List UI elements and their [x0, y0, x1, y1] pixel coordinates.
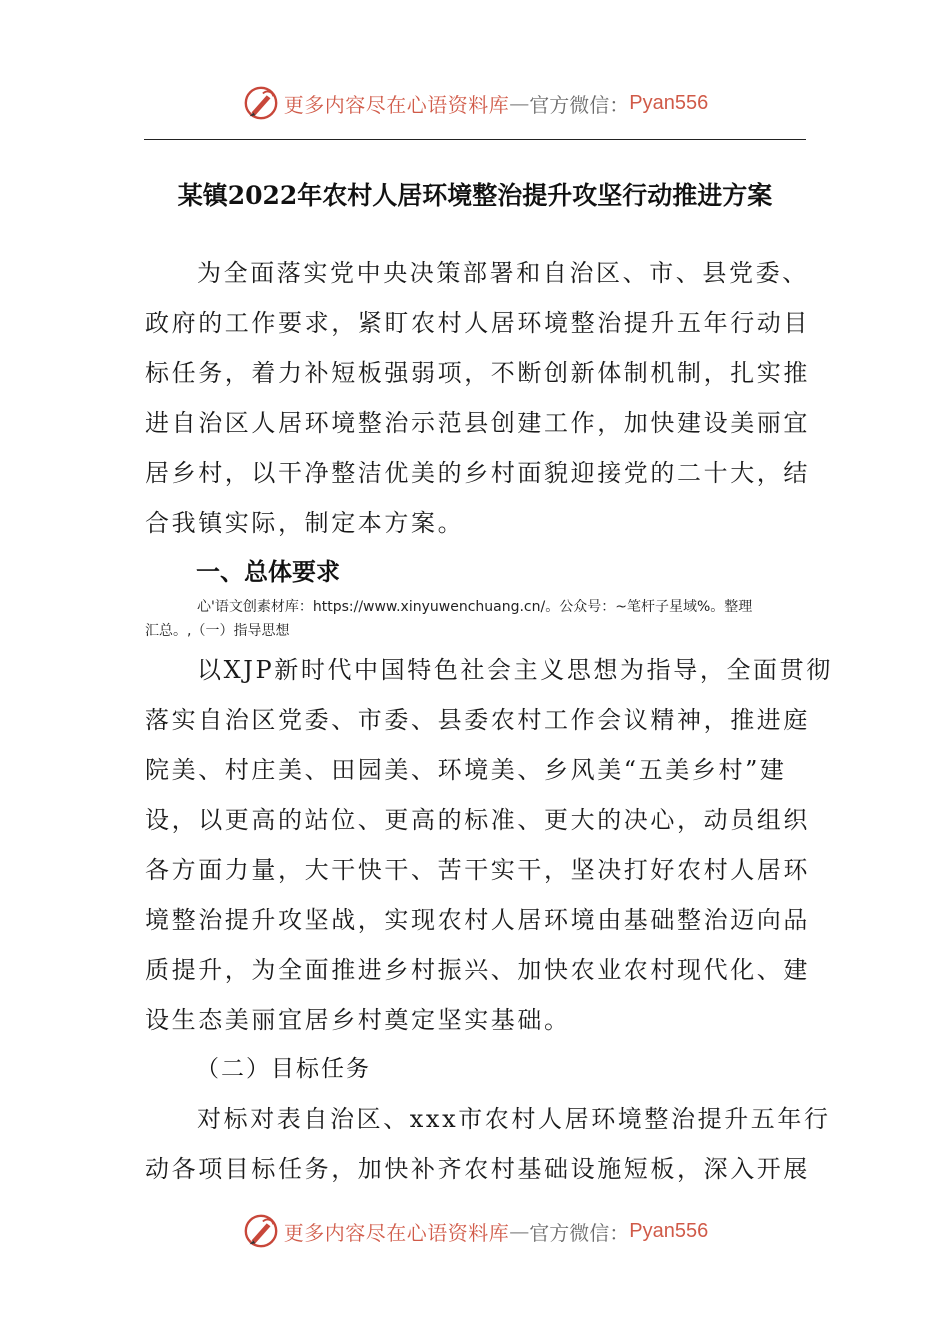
source-note	[145, 595, 810, 643]
intro-paragraph	[145, 248, 810, 548]
banner-label: 官方微信：	[529, 92, 630, 117]
text-line: 设生态美丽宜居乡村奠定坚实基础。	[145, 1006, 571, 1034]
text-line: 落实自治区党委、市委、县委农村工作会议精神，推进庭	[145, 706, 810, 734]
guiding-paragraph	[145, 645, 833, 1045]
pen-logo-icon	[242, 84, 280, 122]
pen-logo-icon	[242, 1212, 280, 1250]
header-banner	[0, 78, 950, 128]
text-line: 境整治提升攻坚战，实现农村人居环境由基础整治迈向品	[145, 906, 810, 934]
text-line: 以XJP新时代中国特色社会主义思想为指导，全面贯彻	[197, 656, 833, 684]
text-line: 各方面力量，大干快干、苦干实干，坚决打好农村人居环	[145, 856, 810, 884]
section-heading-targets: （二）目标任务	[196, 1056, 371, 1082]
text-line: 设，以更高的站位、更高的标准、更大的决心，动员组织	[145, 806, 810, 834]
banner-separator: —	[509, 1219, 530, 1243]
section-heading-overall: 一、总体要求	[196, 558, 340, 586]
banner-handle: Pyan556	[629, 1219, 709, 1242]
text-line: 进自治区人居环境整治示范县创建工作，加快建设美丽宜	[145, 409, 810, 437]
header-divider	[144, 139, 806, 140]
banner-handle: Pyan556	[629, 91, 709, 114]
banner-text: 更多内容尽在心语资料库	[283, 92, 510, 117]
text-line: 政府的工作要求，紧盯农村人居环境整治提升五年行动目	[145, 309, 810, 337]
note-line: 汇总。,（一）指导思想	[145, 623, 290, 639]
target-paragraph	[145, 1094, 831, 1194]
text-line: 院美、村庄美、田园美、环境美、乡风美“五美乡村”建	[145, 756, 787, 784]
banner-text: 更多内容尽在心语资料库	[283, 1220, 510, 1245]
text-line: 动各项目标任务，加快补齐农村基础设施短板，深入开展	[145, 1155, 810, 1183]
text-line: 合我镇实际，制定本方案。	[145, 509, 465, 537]
document-title: 某镇2022年农村人居环境整治提升攻坚行动推进方案	[177, 181, 773, 210]
text-line: 质提升，为全面推进乡村振兴、加快农业农村现代化、建	[145, 956, 810, 984]
banner-label: 官方微信：	[529, 1220, 630, 1245]
banner-separator: —	[509, 91, 530, 115]
text-line: 标任务，着力补短板强弱项，不断创新体制机制，扎实推	[145, 359, 810, 387]
text-line: 为全面落实党中央决策部署和自治区、市、县党委、	[197, 259, 809, 287]
text-line: 对标对表自治区、xxx市农村人居环境整治提升五年行	[197, 1105, 831, 1133]
footer-banner	[0, 1206, 950, 1256]
note-line: 心'语文创素材库：https://www.xinyuwenchuang.cn/。公众号：~笔杆子星域%。整理	[197, 599, 753, 615]
text-line: 居乡村，以干净整洁优美的乡村面貌迎接党的二十大，结	[145, 459, 810, 487]
